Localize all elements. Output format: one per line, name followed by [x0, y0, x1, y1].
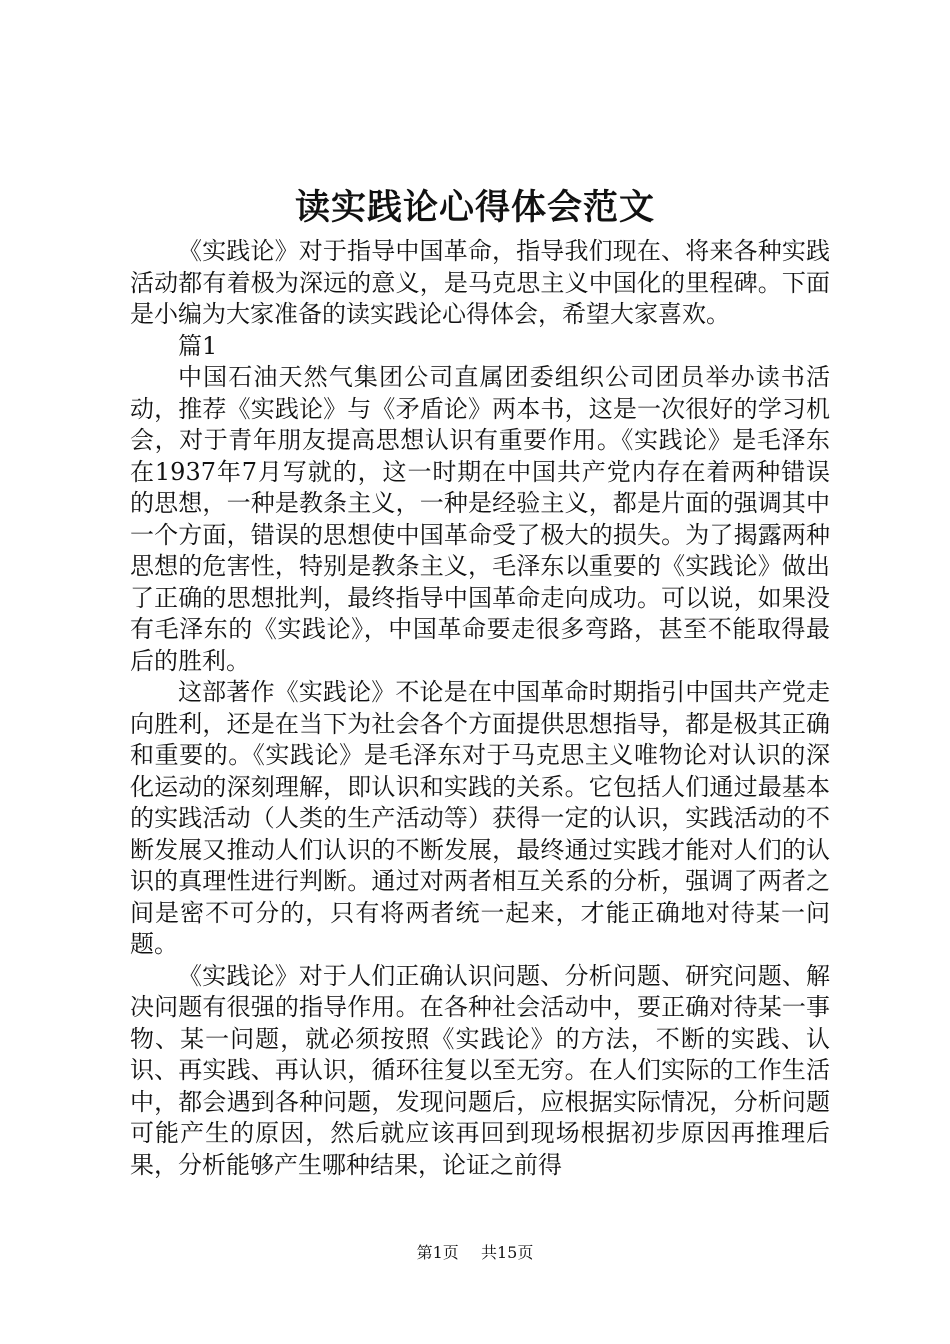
document-title: 读实践论心得体会范文	[294, 187, 655, 228]
paragraph: 这部著作《实践论》不论是在中国革命时期指引中国共产党走向胜利，还是在当下为社会各个方面提供思想指导，都是极其正确和重要的。《实践论》是毛泽东对于马克思主义唯物论对认识的深化运动的深刻理解，即认识和实践的关系。它包括人们通过最基本的实践活动（人类的生产活动等）获得一定的认识，实践活动的不断发展又推动人们认识的不断发展，最终通过实践才能对人们的认识的真理性进行判断。通过对两者相互关系的分析，强调了两者之间是密不可分的，只有将两者统一起来，才能正确地对待某一问题。	[130, 678, 830, 958]
section-heading: 篇1	[178, 331, 218, 360]
page-number: 第1页	[416, 1243, 459, 1262]
page-total: 共15页	[481, 1243, 534, 1262]
document-body	[130, 236, 830, 1181]
page-footer	[0, 1243, 950, 1263]
paragraph-intro: 《实践论》对于指导中国革命，指导我们现在、将来各种实践活动都有着极为深远的意义，是马克思主义中国化的里程碑。下面是小编为大家准备的读实践论心得体会，希望大家喜欢。	[130, 237, 830, 328]
paragraph: 中国石油天然气集团公司直属团委组织公司团员举办读书活动，推荐《实践论》与《矛盾论》两本书，这是一次很好的学习机会，对于青年朋友提高思想认识有重要作用。《实践论》是毛泽东在1937年7月写就的，这一时期在中国共产党内存在着两种错误的思想，一种是教条主义，一种是经验主义，都是片面的强调其中一个方面，错误的思想使中国革命受了极大的损失。为了揭露两种思想的危害性，特别是教条主义，毛泽东以重要的《实践论》做出了正确的思想批判，最终指导中国革命走向成功。可以说，如果没有毛泽东的《实践论》，中国革命要走很多弯路，甚至不能取得最后的胜利。	[130, 363, 830, 675]
paragraph: 《实践论》对于人们正确认识问题、分析问题、研究问题、解决问题有很强的指导作用。在各种社会活动中，要正确对待某一事物、某一问题，就必须按照《实践论》的方法，不断的实践、认识、再实践、再认识，循环往复以至无穷。在人们实际的工作生活中，都会遇到各种问题，发现问题后，应根据实际情况，分析问题可能产生的原因，然后就应该再回到现场根据初步原因再推理后果，分析能够产生哪种结果，论证之前得	[130, 961, 830, 1179]
